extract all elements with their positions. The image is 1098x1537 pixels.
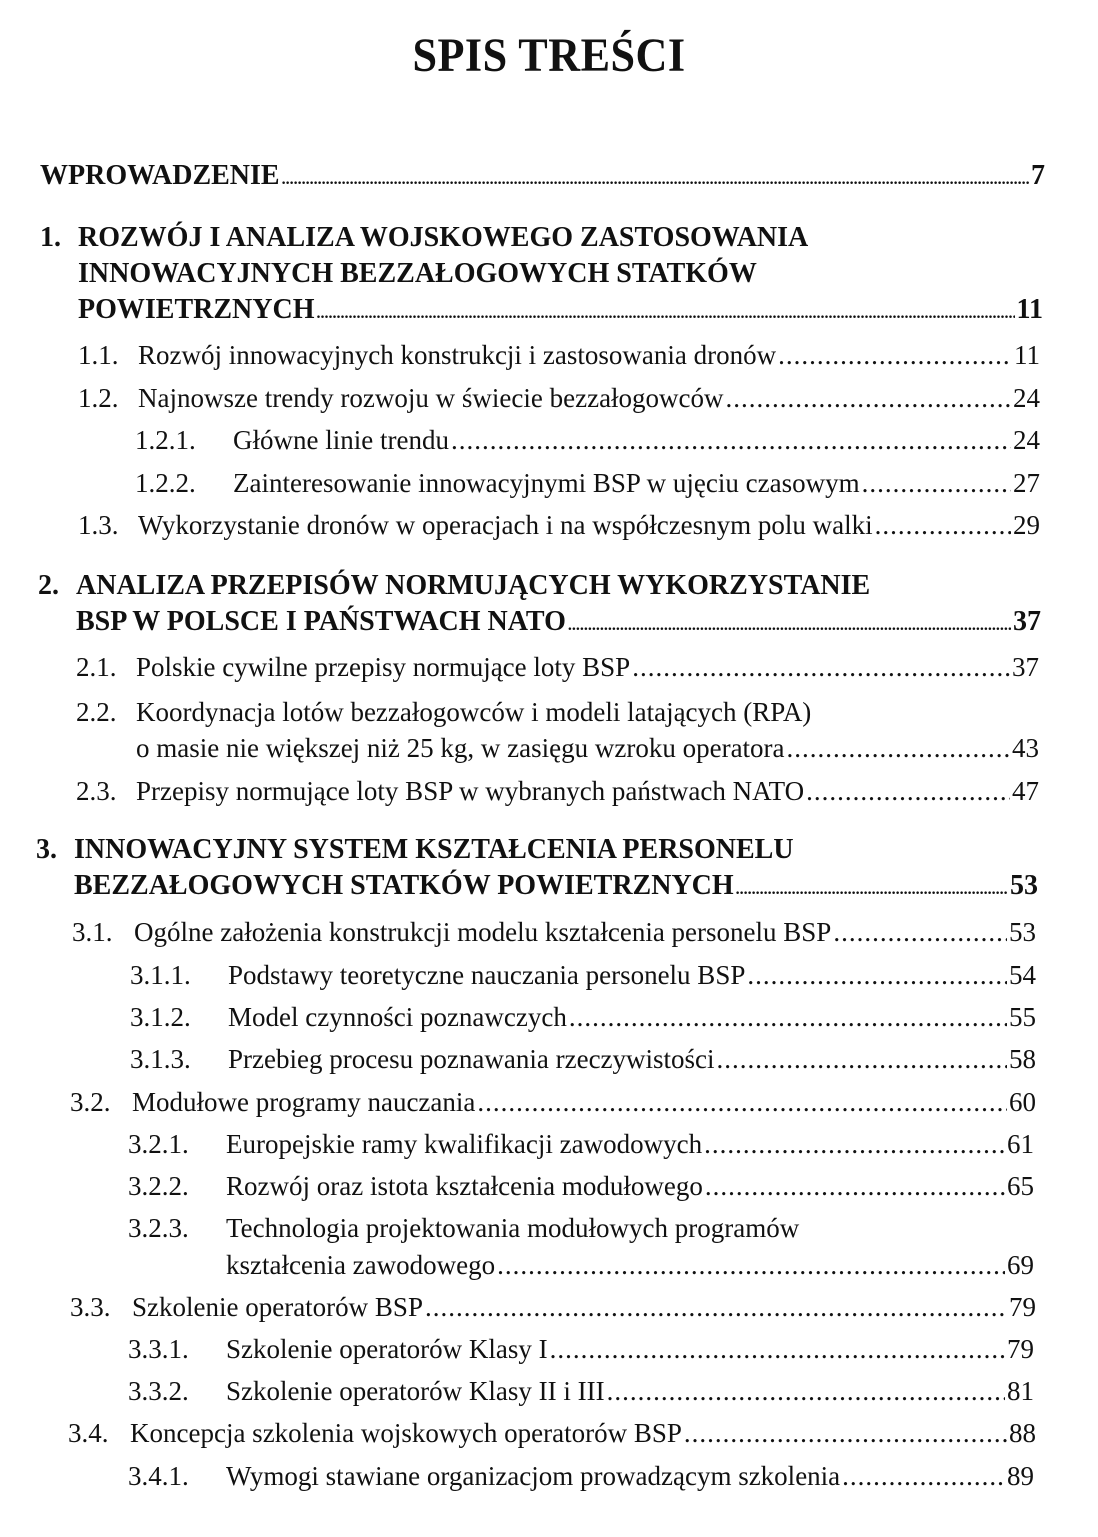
toc-entry-subsection[interactable]: [135, 468, 1040, 499]
toc-entry-subsection[interactable]: [128, 1129, 1034, 1160]
section-number: 1.2.: [78, 383, 119, 413]
toc-page-number: 81: [1007, 1376, 1034, 1406]
section-label: Przebieg procesu poznawania rzeczywistości: [228, 1044, 715, 1074]
leader-dots: [704, 1129, 1005, 1160]
section-number: 3.4.: [68, 1418, 109, 1448]
chapter-title-line: INNOWACYJNYCH BEZZAŁOGOWYCH STATKÓW: [78, 258, 757, 289]
toc-page-number: 37: [1012, 652, 1039, 682]
toc-entry-subsection[interactable]: [128, 1376, 1034, 1407]
toc-entry-section[interactable]: [76, 652, 1039, 683]
leader-dots: [705, 1171, 1005, 1202]
section-label: Ogólne założenia konstrukcji modelu kształcenia personelu BSP: [134, 917, 832, 947]
section-number: 1.3.: [78, 510, 119, 540]
section-label: Modułowe programy nauczania: [132, 1087, 476, 1117]
page-title: SPIS TREŚCI: [412, 29, 686, 82]
leader-dots: [717, 1044, 1007, 1075]
chapter-title-line: POWIETRZNYCH: [78, 294, 315, 325]
section-number: 3.2.3.: [128, 1213, 189, 1243]
leader-dots: [684, 1418, 1007, 1449]
leader-dots: [569, 1002, 1007, 1033]
leader-dots: [477, 1087, 1007, 1118]
leader-dots: [747, 960, 1007, 991]
toc-page-number: 89: [1007, 1461, 1034, 1491]
toc-entry-subsection[interactable]: [128, 1461, 1034, 1492]
leader-dots: [842, 1461, 1005, 1492]
toc-page-number: 79: [1007, 1334, 1034, 1364]
section-label: Wykorzystanie dronów w operacjach i na współczesnym polu walki: [138, 510, 873, 540]
section-label: Model czynności poznawczych: [228, 1002, 567, 1032]
toc-entry-subsection[interactable]: [130, 1044, 1036, 1075]
toc-page-number: 24: [1013, 383, 1040, 413]
leader-dots: [497, 1250, 1005, 1281]
chapter-title-line: BEZZAŁOGOWYCH STATKÓW POWIETRZNYCH: [74, 870, 734, 901]
toc-entry-intro[interactable]: [40, 160, 1045, 192]
section-number: 3.1.: [72, 917, 113, 947]
section-label: Koordynacja lotów bezzałogowców i modeli latających (RPA): [136, 697, 812, 727]
leader-dots: [282, 171, 1029, 189]
toc-entry-section[interactable]: [76, 776, 1039, 807]
toc-entry-subsection[interactable]: [226, 1250, 1034, 1281]
section-number: 2.1.: [76, 652, 117, 682]
leader-dots: [875, 510, 1011, 541]
toc-page-number: 53: [1009, 917, 1036, 947]
section-number: 3.3.2.: [128, 1376, 189, 1406]
toc-entry-chapter-2[interactable]: [76, 606, 1041, 638]
section-number: 3.1.3.: [130, 1044, 191, 1074]
leader-dots: [806, 776, 1010, 807]
leader-dots: [778, 340, 1012, 371]
toc-page-number: 55: [1009, 1002, 1036, 1032]
leader-dots: [607, 1376, 1005, 1407]
toc-entry-subsection[interactable]: [135, 425, 1040, 456]
section-label: Główne linie trendu: [233, 425, 449, 455]
section-label: o masie nie większej niż 25 kg, w zasięgu wzroku operatora: [136, 733, 785, 763]
section-number: 3.3.1.: [128, 1334, 189, 1364]
section-label: Szkolenie operatorów Klasy II i III: [226, 1376, 605, 1406]
toc-entry-section[interactable]: [78, 510, 1040, 541]
toc-page-number: 7: [1031, 160, 1045, 191]
toc-page-number: 37: [1013, 606, 1041, 637]
toc-entry-section[interactable]: [78, 383, 1040, 414]
leader-dots: [862, 468, 1011, 499]
section-label: Europejskie ramy kwalifikacji zawodowych: [226, 1129, 703, 1159]
chapter-number: 3.: [36, 834, 57, 865]
toc-page-number: 58: [1009, 1044, 1036, 1074]
section-number: 3.2.: [70, 1087, 111, 1117]
toc-page-number: 27: [1013, 468, 1040, 498]
toc-page-number: 65: [1007, 1171, 1034, 1201]
toc-entry-subsection[interactable]: [130, 1002, 1036, 1033]
section-label: Najnowsze trendy rozwoju w świecie bezzałogowców: [138, 383, 724, 413]
leader-dots: [632, 652, 1010, 683]
section-label: Szkolenie operatorów BSP: [132, 1292, 423, 1322]
chapter-title-line: BSP W POLSCE I PAŃSTWACH NATO: [76, 606, 566, 637]
section-label: Rozwój innowacyjnych konstrukcji i zastosowania dronów: [138, 340, 777, 370]
toc-page-number: 54: [1009, 960, 1036, 990]
section-label: Szkolenie operatorów Klasy I: [226, 1334, 548, 1364]
chapter-number: 2.: [38, 570, 59, 601]
section-number: 3.2.1.: [128, 1129, 189, 1159]
section-number: 3.4.1.: [128, 1461, 189, 1491]
toc-entry-section[interactable]: [72, 917, 1036, 948]
leader-dots: [451, 425, 1011, 456]
section-number: 3.2.2.: [128, 1171, 189, 1201]
section-label: Technologia projektowania modułowych programów: [226, 1213, 800, 1243]
toc-page-number: 47: [1012, 776, 1039, 806]
toc-page-number: 43: [1012, 733, 1039, 763]
toc-entry-section[interactable]: [136, 733, 1039, 764]
toc-page-number: 79: [1009, 1292, 1036, 1322]
leader-dots: [568, 617, 1011, 635]
leader-dots: [550, 1334, 1005, 1365]
chapter-number: 1.: [40, 222, 61, 253]
toc-entry-chapter-1[interactable]: [78, 294, 1043, 326]
section-number: 3.1.1.: [130, 960, 191, 990]
toc-entry-section[interactable]: [78, 340, 1040, 371]
leader-dots: [316, 305, 1014, 323]
chapter-title-line: ANALIZA PRZEPISÓW NORMUJĄCYCH WYKORZYSTANIE: [76, 570, 871, 601]
section-label: Koncepcja szkolenia wojskowych operatorów BSP: [130, 1418, 682, 1448]
toc-entry-subsection[interactable]: [128, 1171, 1034, 1202]
toc-page-number: 53: [1010, 870, 1038, 901]
section-label: Rozwój oraz istota kształcenia modułowego: [226, 1171, 703, 1201]
leader-dots: [736, 881, 1008, 899]
leader-dots: [787, 733, 1010, 764]
section-number: 3.3.: [70, 1292, 111, 1322]
toc-entry-section[interactable]: [70, 1087, 1036, 1118]
leader-dots: [726, 383, 1011, 414]
toc-entry-subsection[interactable]: [130, 960, 1036, 991]
toc-entry-subsection[interactable]: [128, 1334, 1034, 1365]
toc-page-number: 29: [1013, 510, 1040, 540]
section-number: 2.3.: [76, 776, 117, 806]
leader-dots: [425, 1292, 1007, 1323]
section-label: Podstawy teoretyczne nauczania personelu BSP: [228, 960, 746, 990]
toc-entry-section[interactable]: [70, 1292, 1036, 1323]
section-label: kształcenia zawodowego: [226, 1250, 496, 1280]
toc-entry-chapter-3[interactable]: [74, 870, 1038, 902]
toc-page-number: 60: [1009, 1087, 1036, 1117]
toc-page-number: 69: [1007, 1250, 1034, 1280]
section-number: 1.1.: [78, 340, 119, 370]
section-label: Wymogi stawiane organizacjom prowadzącym szkolenia: [226, 1461, 841, 1491]
section-label: Zainteresowanie innowacyjnymi BSP w ujęciu czasowym: [233, 468, 860, 498]
section-number: 2.2.: [76, 697, 117, 727]
toc-page-number: 11: [1014, 340, 1040, 370]
section-label: Polskie cywilne przepisy normujące loty BSP: [136, 652, 631, 682]
toc-page-number: 11: [1016, 294, 1043, 325]
toc-page-number: 88: [1009, 1418, 1036, 1448]
chapter-title-line: INNOWACYJNY SYSTEM KSZTAŁCENIA PERSONELU: [74, 834, 794, 865]
section-label: Przepisy normujące loty BSP w wybranych państwach NATO: [136, 776, 805, 806]
toc-page-number: 61: [1007, 1129, 1034, 1159]
section-number: 3.1.2.: [130, 1002, 191, 1032]
toc-entry-label: WPROWADZENIE: [40, 160, 280, 191]
section-number: 1.2.2.: [135, 468, 196, 498]
toc-entry-section[interactable]: [68, 1418, 1036, 1449]
leader-dots: [833, 917, 1007, 948]
toc-page-number: 24: [1013, 425, 1040, 455]
section-number: 1.2.1.: [135, 425, 196, 455]
chapter-title-line: ROZWÓJ I ANALIZA WOJSKOWEGO ZASTOSOWANIA: [78, 222, 809, 253]
